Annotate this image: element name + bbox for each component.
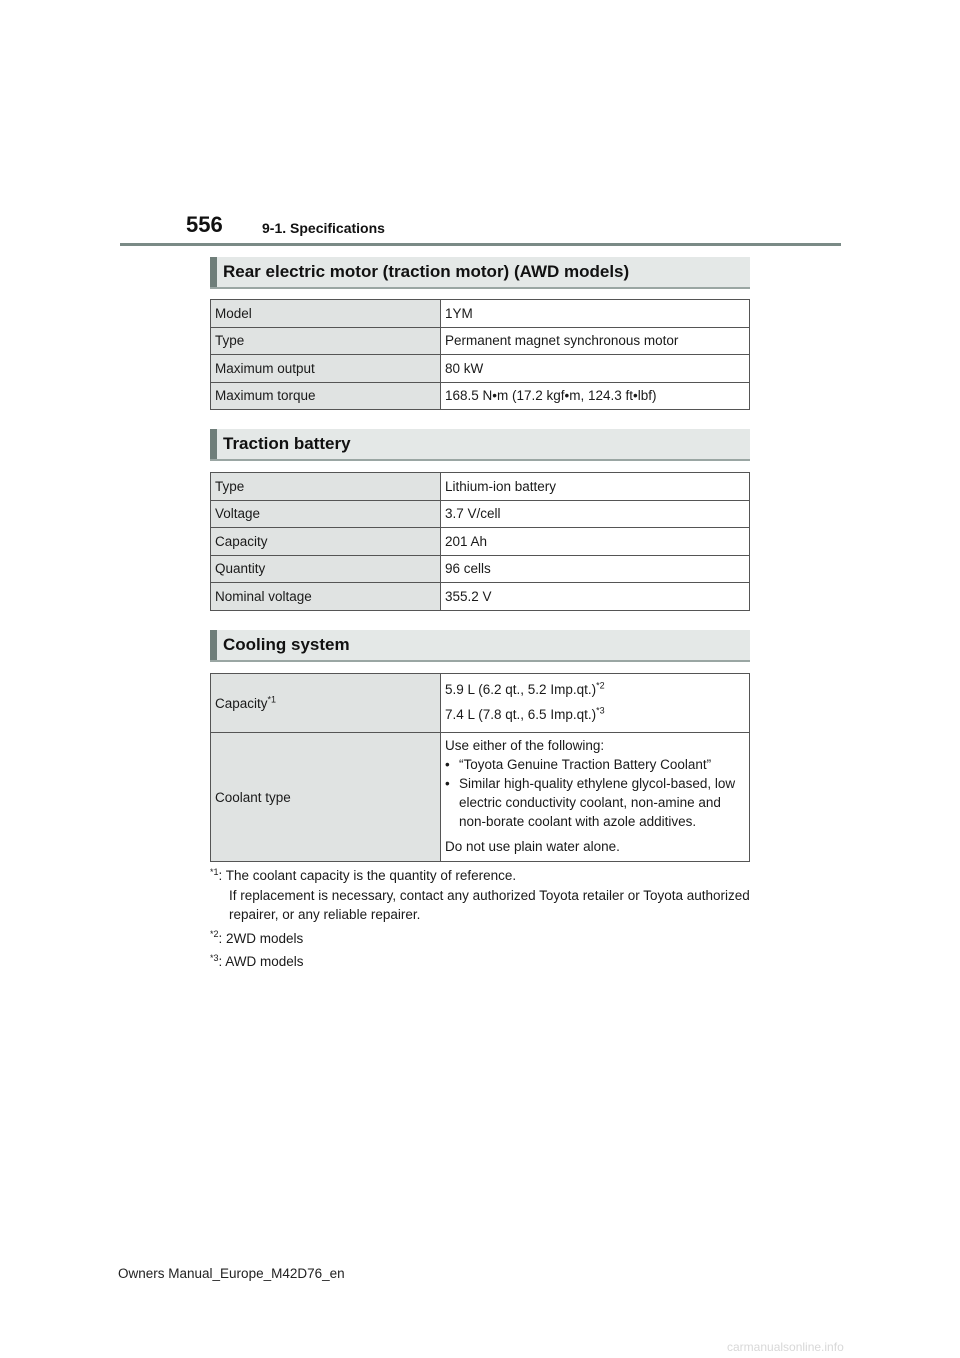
row-label: Coolant type [211, 733, 441, 862]
table-row [211, 583, 750, 611]
traction-battery-table [210, 472, 750, 611]
coolant-warning: Do not use plain water alone. [445, 839, 620, 854]
heading-traction-battery [210, 429, 750, 461]
footnote-1: $^{*1}$: The coolant capacity is the quantity of reference. If replacement is necessary, contact any authorized Toyota retailer or Toyota authorized repairer, or any reliable repairer. [210, 866, 750, 925]
capacity-label: Capacity [215, 695, 268, 711]
coolant-options [445, 755, 745, 831]
heading-bar [210, 429, 217, 459]
row-value: Permanent magnet synchronous motor [441, 327, 750, 355]
row-value: 168.5 N•m (17.2 kgf•m, 124.3 ft•lbf) [441, 382, 750, 410]
heading-cooling-system-text: Cooling system [223, 635, 350, 654]
table-row [211, 500, 750, 528]
heading-bar [210, 257, 217, 287]
row-value: Lithium-ion battery [441, 473, 750, 501]
table-row [211, 300, 750, 328]
row-label: Voltage [211, 500, 441, 528]
row-label: Nominal voltage [211, 583, 441, 611]
capacity-awd: 7.4 L (7.8 qt., 6.5 Imp.qt.)$^{*3}$ [445, 705, 605, 722]
bullet: • [445, 776, 450, 791]
row-label: Maximum torque [211, 382, 441, 410]
row-value [441, 733, 750, 862]
footnote-1-continuation: If replacement is necessary, contact any authorized Toyota retailer or Toyota authorized repairer, or any reliable repairer. [229, 887, 750, 922]
row-value: 80 kW [441, 355, 750, 383]
page-number: 556 [186, 212, 223, 237]
table-row [211, 555, 750, 583]
row-value [441, 674, 750, 733]
header-rule [120, 243, 841, 246]
row-label: Type [211, 473, 441, 501]
watermark: carmanualsonline.info [727, 1340, 844, 1354]
table-row [211, 528, 750, 556]
footnote-3: $^{*3}$: AWD models [210, 952, 304, 969]
row-label: Type [211, 327, 441, 355]
capacity-2wd: 5.9 L (6.2 qt., 5.2 Imp.qt.)$^{*2}$ [445, 680, 605, 697]
row-value: 355.2 V [441, 583, 750, 611]
table-row [211, 382, 750, 410]
table-row [211, 355, 750, 383]
row-label: Model [211, 300, 441, 328]
footnote-ref: *3 [596, 705, 605, 716]
heading-rear-motor-text: Rear electric motor (traction motor) (AWD models) [223, 262, 630, 281]
row-value: 96 cells [441, 555, 750, 583]
row-label: Maximum output [211, 355, 441, 383]
footnote-2: $^{*2}$: 2WD models [210, 929, 304, 946]
list-item: • “Toyota Genuine Traction Battery Coolant” [445, 757, 712, 772]
heading-cooling-system [210, 630, 750, 662]
list-item: • Similar high-quality ethylene glycol-based, low electric conductivity coolant, non-amine and non-borate coolant with azole additives. [445, 776, 736, 829]
rear-motor-table [210, 299, 750, 410]
heading-traction-battery-text: Traction battery [223, 434, 351, 453]
row-label: Capacity [211, 528, 441, 556]
footer-doc-id: Owners Manual_Europe_M42D76_en [118, 1266, 345, 1281]
row-value: 1YM [441, 300, 750, 328]
heading-bar [210, 630, 217, 660]
section-title: 9-1. Specifications [262, 220, 385, 236]
table-row [211, 473, 750, 501]
bullet: • [445, 757, 450, 772]
cooling-system-table [210, 673, 750, 862]
row-label [211, 674, 441, 733]
row-value: 3.7 V/cell [441, 500, 750, 528]
table-row [211, 733, 750, 862]
row-value: 201 Ah [441, 528, 750, 556]
footnote-ref: *2 [596, 680, 605, 691]
row-label: Quantity [211, 555, 441, 583]
heading-rear-motor [210, 257, 750, 289]
table-row [211, 674, 750, 733]
footnote-ref: *1 [267, 694, 277, 704]
coolant-intro: Use either of the following: [445, 738, 605, 753]
footnotes [210, 866, 750, 976]
table-row [211, 327, 750, 355]
